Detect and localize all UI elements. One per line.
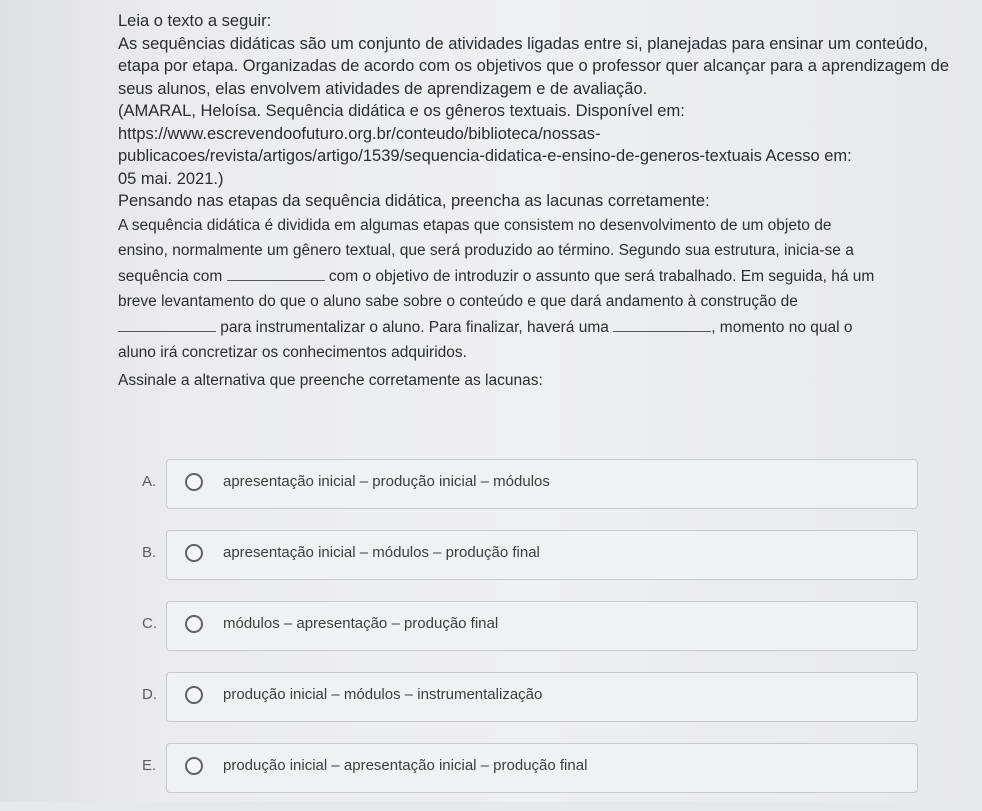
fill-segment: sequência com xyxy=(118,267,227,285)
option-letter: E. xyxy=(142,757,157,774)
intro-text: Leia o texto a seguir: xyxy=(118,12,272,30)
option-b[interactable] xyxy=(118,527,922,579)
answer-options xyxy=(118,456,922,811)
fill-line: aluno irá concretizar os conhecimentos adquiridos. xyxy=(118,344,467,361)
fill-segment: , momento no qual o xyxy=(711,318,853,336)
option-box[interactable] xyxy=(166,530,918,580)
source-line: 05 mai. 2021.) xyxy=(118,169,224,188)
question-prompt: Assinale a alternativa que preenche corretamente as lacunas: xyxy=(118,371,543,389)
option-label: módulos – apresentação – produção final xyxy=(223,615,499,632)
source-link[interactable]: publicacoes/revista/artigos/artigo/1539/sequencia-didatica-e-ensino-de-generos-textuais Acesso em: xyxy=(118,147,852,165)
fill-in-text xyxy=(118,213,968,366)
fill-line: ensino, normalmente um gênero textual, que será produzido ao término. Segundo sua estrutura, inicia-se a xyxy=(118,242,854,259)
option-box[interactable] xyxy=(166,601,918,651)
blank-3 xyxy=(613,317,711,332)
fill-line xyxy=(118,264,968,290)
option-letter: C. xyxy=(142,615,157,632)
radio-button[interactable] xyxy=(185,757,203,775)
option-box[interactable] xyxy=(166,743,918,793)
option-d[interactable] xyxy=(118,669,922,721)
fill-segment: para instrumentalizar o aluno. Para finalizar, haverá uma xyxy=(216,318,614,336)
radio-button[interactable] xyxy=(185,615,203,633)
fill-line xyxy=(118,315,968,341)
option-a[interactable] xyxy=(118,456,922,508)
blank-1 xyxy=(227,266,325,281)
instruction-text: Pensando nas etapas da sequência didática, preencha as lacunas corretamente: xyxy=(118,192,710,210)
fill-line: A sequência didática é dividida em algumas etapas que consistem no desenvolvimento de um objeto de xyxy=(118,216,832,234)
radio-button[interactable] xyxy=(185,473,203,491)
option-label: produção inicial – módulos – instrumentalização xyxy=(223,686,543,703)
question-text-block xyxy=(118,10,968,392)
option-letter: A. xyxy=(142,473,157,490)
blank-2 xyxy=(118,317,216,332)
option-letter: D. xyxy=(142,686,157,703)
fill-line: breve levantamento do que o aluno sabe sobre o conteúdo e que dará andamento à construção de xyxy=(118,293,798,310)
radio-button[interactable] xyxy=(185,544,203,562)
option-e[interactable] xyxy=(118,740,922,792)
radio-button[interactable] xyxy=(185,686,203,704)
option-label: produção inicial – apresentação inicial – produção final xyxy=(223,757,588,774)
option-label: apresentação inicial – módulos – produção final xyxy=(223,544,540,561)
option-box[interactable] xyxy=(166,672,918,722)
source-link[interactable]: https://www.escrevendoofuturo.org.br/conteudo/biblioteca/nossas- xyxy=(118,124,601,143)
source-citation xyxy=(118,100,968,190)
fill-segment: com o objetivo de introduzir o assunto que será trabalhado. Em seguida, há um xyxy=(324,267,875,285)
option-label: apresentação inicial – produção inicial – módulos xyxy=(223,473,550,490)
passage-text: As sequências didáticas são um conjunto de atividades ligadas entre si, planejadas para ensinar um conteúdo, etapa por etapa. Organizadas de acordo com os objetivos que o professor quer alcançar para a aprendizagem de seus alunos, elas envolvem atividades de aprendizagem e de avaliação. xyxy=(118,34,950,98)
option-box[interactable] xyxy=(166,459,918,509)
option-letter: B. xyxy=(142,544,157,561)
option-c[interactable] xyxy=(118,598,922,650)
source-line: (AMARAL, Heloísa. Sequência didática e os gêneros textuais. Disponível em: xyxy=(118,102,685,120)
